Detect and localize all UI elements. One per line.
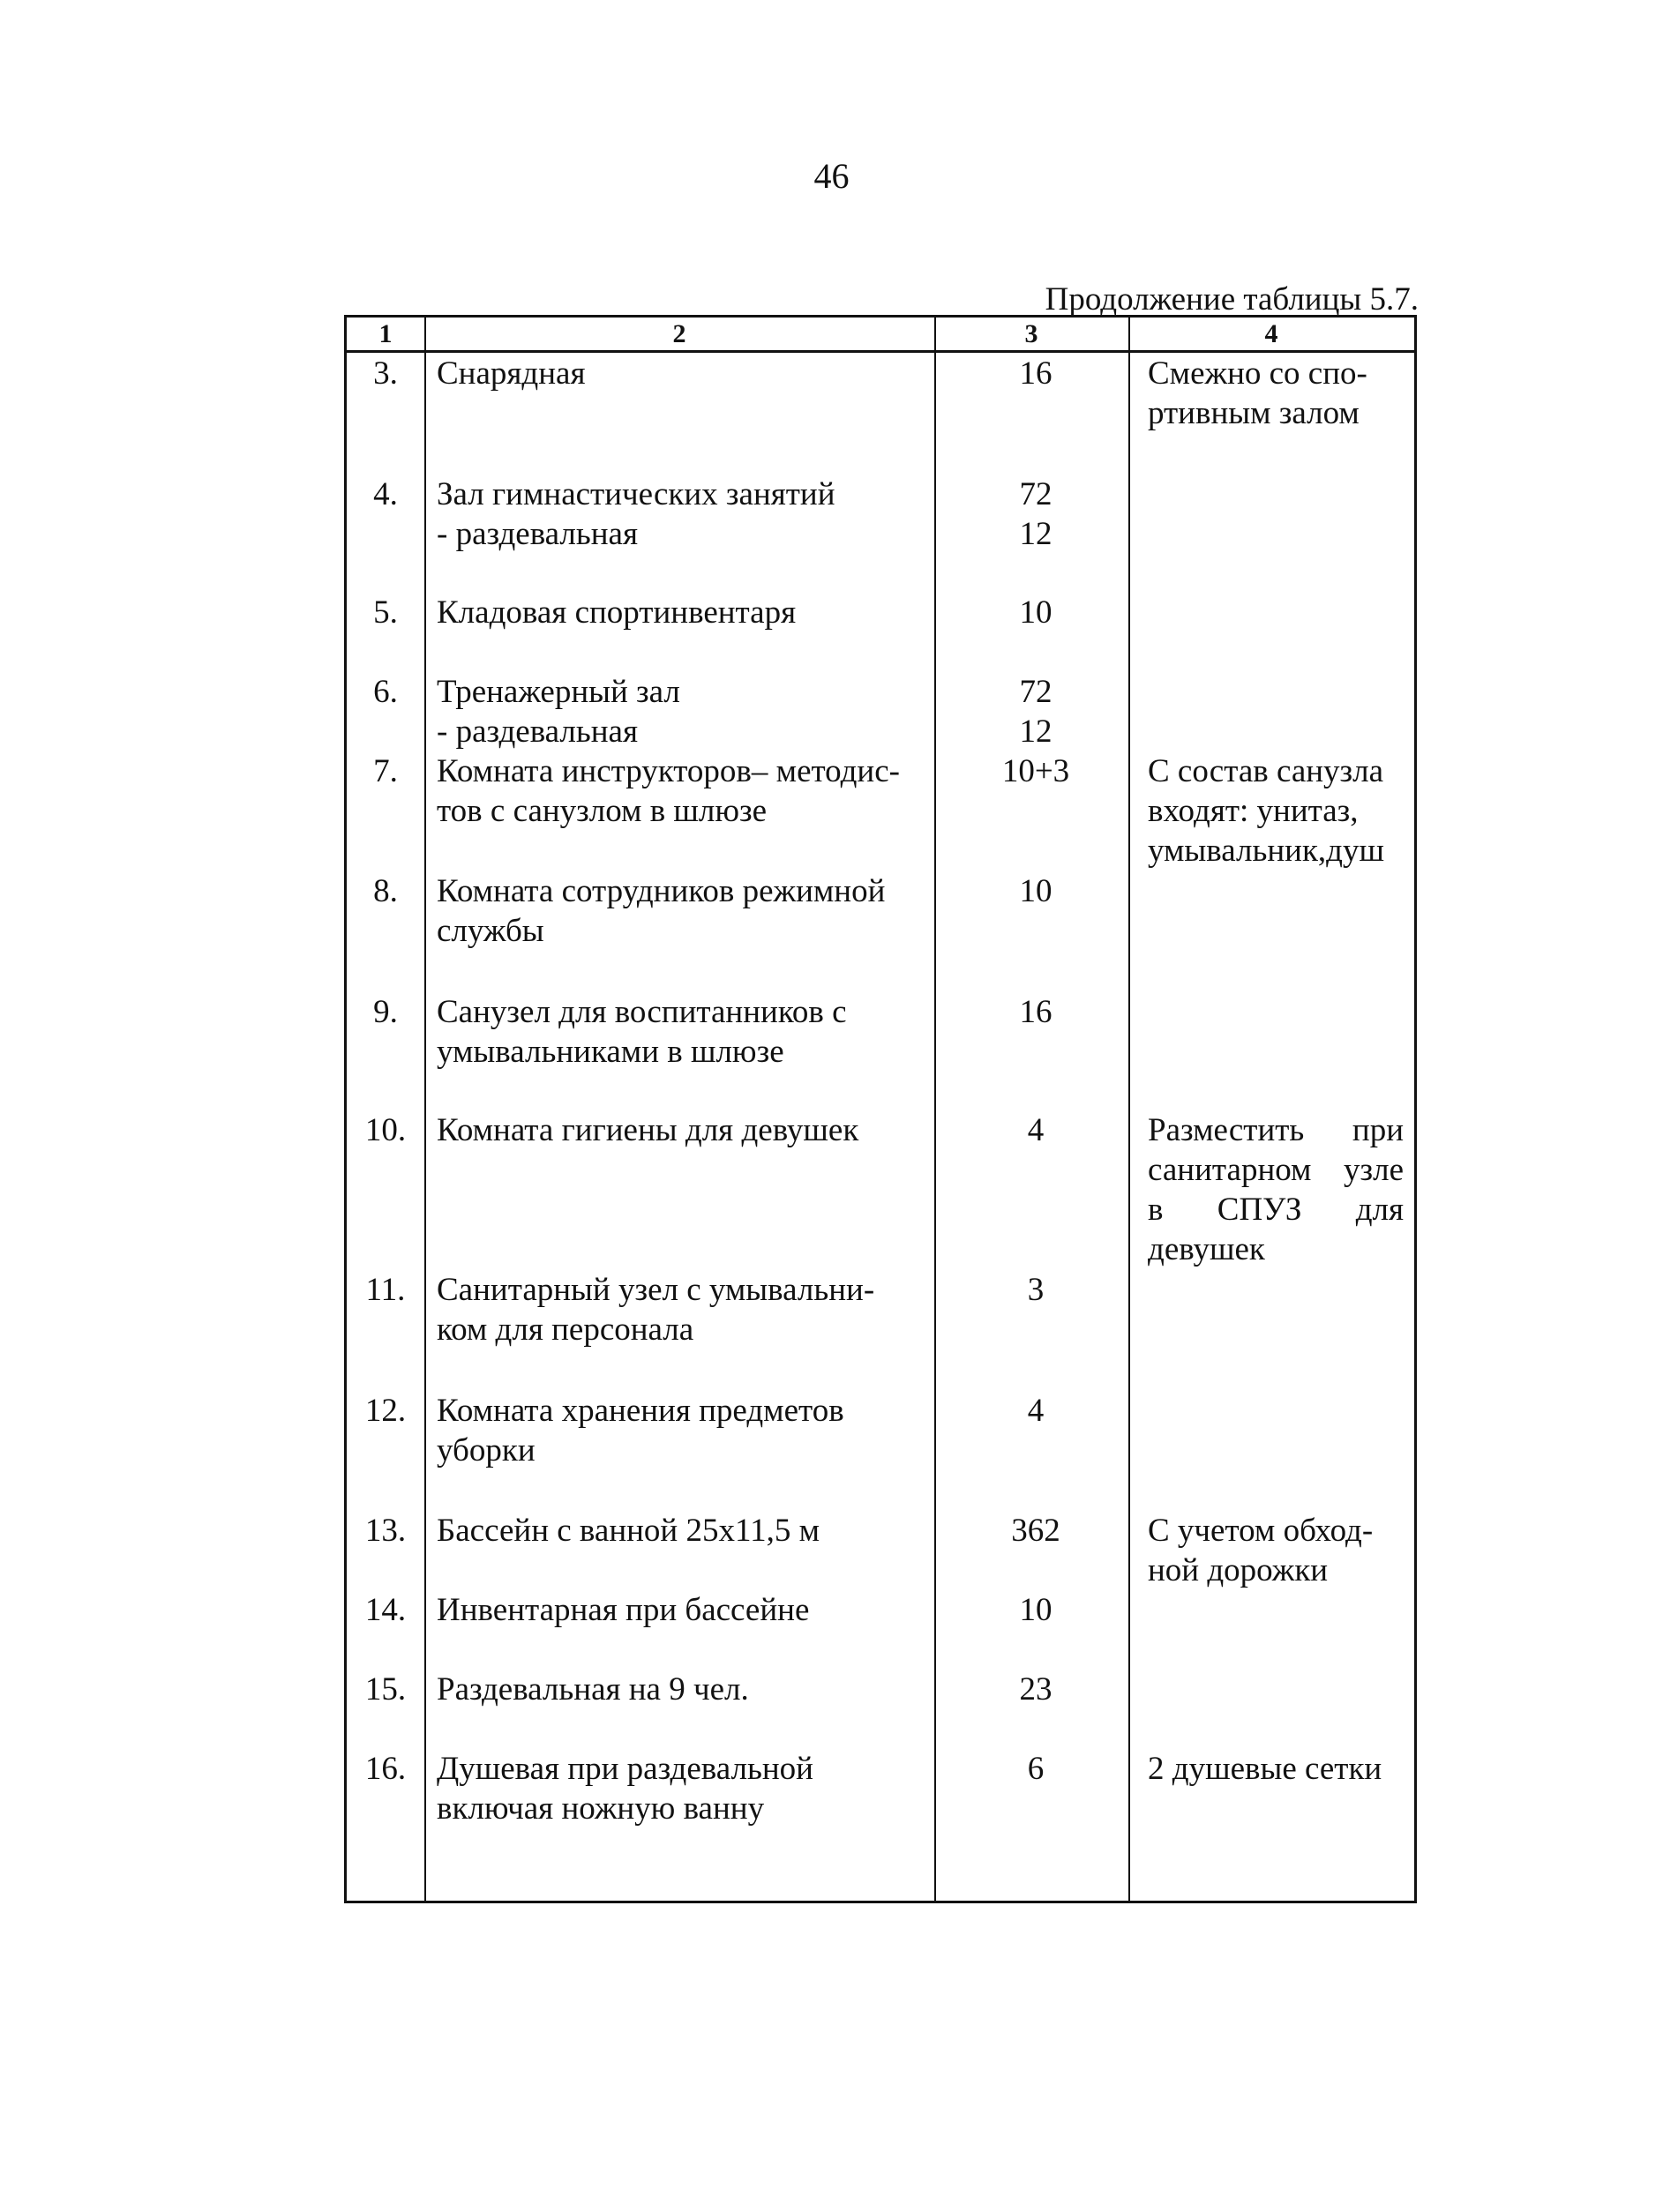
room-area-line: 4 <box>1027 1112 1045 1148</box>
room-name-line: - раздевальная <box>437 516 638 552</box>
row-number: 12. <box>364 1393 407 1429</box>
room-name-line: Санузел для воспитанников с <box>437 994 847 1030</box>
room-name-line: Снарядная <box>437 355 586 392</box>
room-name-line: - раздевальная <box>437 714 638 750</box>
room-name-line: Тренажерный зал <box>437 674 680 710</box>
row-number: 15. <box>364 1671 407 1708</box>
room-area-line: 16 <box>1019 994 1052 1030</box>
room-name <box>437 354 931 393</box>
room-note-line: С учетом обход- <box>1148 1513 1374 1549</box>
row-number: 14. <box>364 1592 407 1628</box>
room-name <box>437 1749 931 1828</box>
room-note-line: ртивным залом <box>1148 395 1360 431</box>
column-divider <box>424 318 426 1901</box>
room-note-line: Разместить при <box>1148 1112 1404 1148</box>
room-area-line: 10 <box>1019 594 1052 631</box>
row-number: 16. <box>364 1751 407 1787</box>
room-name <box>437 1670 931 1709</box>
room-name-line: Санитарный узел с умывальни- <box>437 1272 875 1308</box>
room-area <box>943 354 1128 393</box>
room-area-line: 6 <box>1027 1751 1045 1787</box>
header-col-4: 4 <box>1264 319 1278 348</box>
room-area-line: 12 <box>1019 714 1052 750</box>
room-area <box>943 672 1128 751</box>
room-area <box>943 751 1128 791</box>
room-note-line: С состав санузла <box>1148 753 1384 789</box>
room-name-line: Зал гимнастических занятий <box>437 476 835 512</box>
room-area-line: 3 <box>1027 1272 1045 1308</box>
room-name <box>437 1110 931 1150</box>
room-area <box>943 593 1128 632</box>
header-col-3: 3 <box>1024 319 1038 348</box>
row-number: 6. <box>373 674 398 710</box>
header-col-1: 1 <box>378 319 393 348</box>
data-table <box>344 315 1417 1903</box>
room-name <box>437 1270 931 1349</box>
room-area-line: 23 <box>1019 1671 1052 1708</box>
column-divider <box>1128 318 1130 1901</box>
header-col-2: 2 <box>672 319 686 348</box>
room-name <box>437 992 931 1072</box>
room-name <box>437 1511 931 1551</box>
room-note-line: в СПУЗ для <box>1148 1192 1404 1228</box>
table-header-row <box>347 318 1414 353</box>
room-name <box>437 1391 931 1470</box>
room-name-line: умывальниками в шлюзе <box>437 1034 784 1070</box>
column-divider <box>934 318 936 1901</box>
room-name-line: включая ножную ванну <box>437 1790 765 1827</box>
room-area <box>943 1511 1128 1551</box>
room-area <box>943 871 1128 911</box>
row-number: 13. <box>364 1513 407 1549</box>
room-note <box>1148 751 1404 871</box>
page-number: 46 <box>813 156 850 196</box>
room-area-line: 10+3 <box>1001 753 1070 789</box>
row-number: 11. <box>365 1272 406 1308</box>
room-name <box>437 1590 931 1630</box>
room-note-line: входят: унитаз, <box>1148 793 1359 829</box>
room-note-line: девушек <box>1148 1231 1265 1267</box>
room-name-line: ком для персонала <box>437 1312 694 1348</box>
room-area-line: 12 <box>1019 516 1052 552</box>
room-note <box>1148 1511 1404 1590</box>
row-number: 5. <box>373 594 398 631</box>
row-number: 3. <box>373 355 398 392</box>
room-name <box>437 593 931 632</box>
room-name-line: службы <box>437 913 544 949</box>
room-area-line: 10 <box>1019 1592 1052 1628</box>
room-name-line: Комната сотрудников режимной <box>437 873 886 909</box>
room-note <box>1148 1749 1404 1789</box>
room-name-line: Кладовая спортинвентаря <box>437 594 797 631</box>
room-area <box>943 1590 1128 1630</box>
room-area-line: 72 <box>1019 674 1052 710</box>
room-name-line: Комната гигиены для девушек <box>437 1112 859 1148</box>
room-note-line: Смежно со спо- <box>1148 355 1367 392</box>
room-area <box>943 1749 1128 1789</box>
room-name-line: Инвентарная при бассейне <box>437 1592 810 1628</box>
room-name-line: Комната хранения предметов <box>437 1393 844 1429</box>
room-area <box>943 992 1128 1032</box>
row-number: 10. <box>364 1112 407 1148</box>
room-name-line: Бассейн с ванной 25х11,5 м <box>437 1513 820 1549</box>
room-name <box>437 751 931 831</box>
room-area-line: 362 <box>1011 1513 1060 1549</box>
row-number: 4. <box>373 476 398 512</box>
room-area <box>943 475 1128 554</box>
room-name-line: тов с санузлом в шлюзе <box>437 793 768 829</box>
room-name-line: Раздевальная на 9 чел. <box>437 1671 749 1708</box>
room-note-line: санитарном узле <box>1148 1152 1404 1188</box>
room-area-line: 10 <box>1019 873 1052 909</box>
room-area-line: 72 <box>1019 476 1052 512</box>
room-name <box>437 871 931 951</box>
room-area-line: 4 <box>1027 1393 1045 1429</box>
room-note-line: ной дорожки <box>1148 1552 1329 1588</box>
room-name <box>437 672 931 751</box>
room-area <box>943 1110 1128 1150</box>
room-note <box>1148 1110 1404 1269</box>
room-name-line: уборки <box>437 1432 536 1468</box>
table-caption: Продолжение таблицы 5.7. <box>1045 281 1419 318</box>
room-name <box>437 475 931 554</box>
room-note <box>1148 354 1404 433</box>
room-area <box>943 1670 1128 1709</box>
row-number: 9. <box>373 994 398 1030</box>
room-name-line: Комната инструкторов– методис- <box>437 753 900 789</box>
room-note-line: 2 душевые сетки <box>1148 1751 1382 1787</box>
room-note-line: умывальник,душ <box>1148 833 1384 869</box>
row-number: 7. <box>373 753 398 789</box>
room-name-line: Душевая при раздевальной <box>437 1751 813 1787</box>
room-area-line: 16 <box>1019 355 1052 392</box>
room-area <box>943 1391 1128 1431</box>
room-area <box>943 1270 1128 1310</box>
row-number: 8. <box>373 873 398 909</box>
